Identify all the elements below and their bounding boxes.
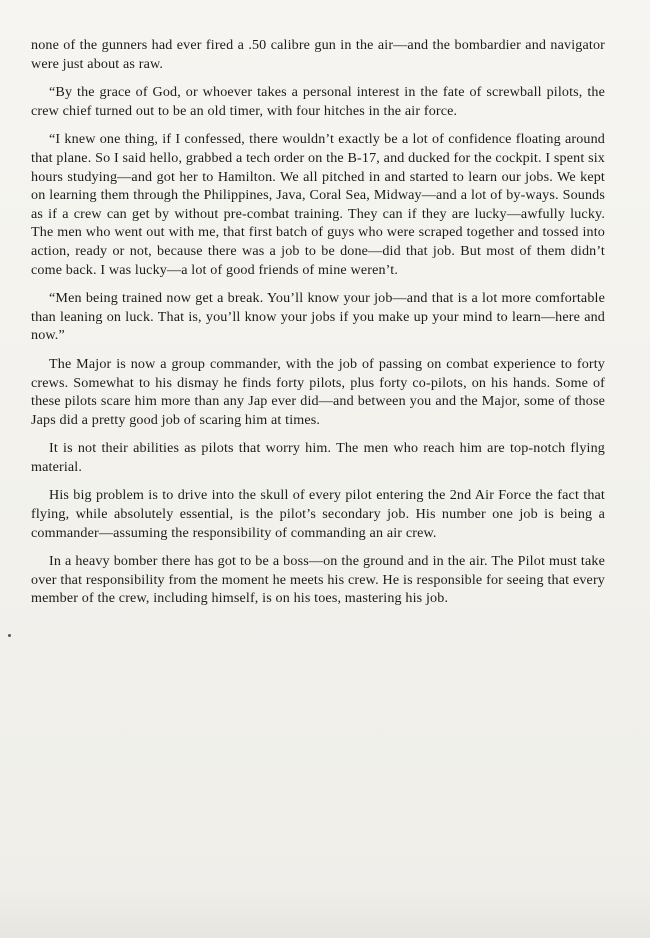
- margin-speck: [8, 634, 11, 637]
- paragraph-confession: “I knew one thing, if I confessed, there wouldn’t exactly be a lot of confidence floating around that plane. So I said hello, grabbed a tech order on the B-17, and ducked for the cockpit. I spent six hours studying—and got her to Hamilton. We all pitched in and started to learn our jobs. We kept on learning them through the Philippines, Java, Coral Sea, Midway—and a lot of by-ways. Sounds as if a crew can get by without pre-combat training. They can if they are lucky—awfully lucky. The men who went out with me, that first batch of guys who were scraped together and tossed into action, ready or not, because there was a job to be done—did that job. But most of them didn’t come back. I was lucky—a lot of good friends of mine weren’t.: [31, 131, 605, 278]
- paragraph-training-break: “Men being trained now get a break. You’ll know your job—and that is a lot more comfortable than leaning on luck. That is, you’ll know your jobs if you make up your mind to learn—here and now.”: [31, 290, 605, 344]
- paragraph-big-problem: His big problem is to drive into the skull of every pilot entering the 2nd Air Force the fact that flying, while absolutely essential, is the pilot’s secondary job. His number one job is being a commander—assuming the responsibility of commanding an air crew.: [31, 487, 605, 541]
- paragraph-crew-chief: “By the grace of God, or whoever takes a personal interest in the fate of screwball pilots, the crew chief turned out to be an old timer, with four hitches in the air force.: [31, 84, 605, 119]
- paragraph-boss: In a heavy bomber there has got to be a boss—on the ground and in the air. The Pilot must take over that responsibility from the moment he meets his crew. He is responsible for seeing that every member of the crew, including himself, is on his toes, mastering his job.: [31, 553, 605, 607]
- paragraph-pilot-abilities: It is not their abilities as pilots that worry him. The men who reach him are top-notch flying material.: [31, 440, 605, 475]
- paragraph-group-commander: The Major is now a group commander, with the job of passing on combat experience to forty crews. Somewhat to his dismay he finds forty pilots, plus forty co-pilots, on his hands. Some of these pilots scare him more than any Jap ever did—and between you and the Major, some of those Japs did a pretty good job of scaring him at times.: [31, 355, 605, 428]
- paragraph-continued: none of the gunners had ever fired a .50 calibre gun in the air—and the bombardier and navigator were just about as raw.: [31, 37, 605, 72]
- body-text: [31, 36, 605, 618]
- page-bottom-shadow: [0, 888, 650, 938]
